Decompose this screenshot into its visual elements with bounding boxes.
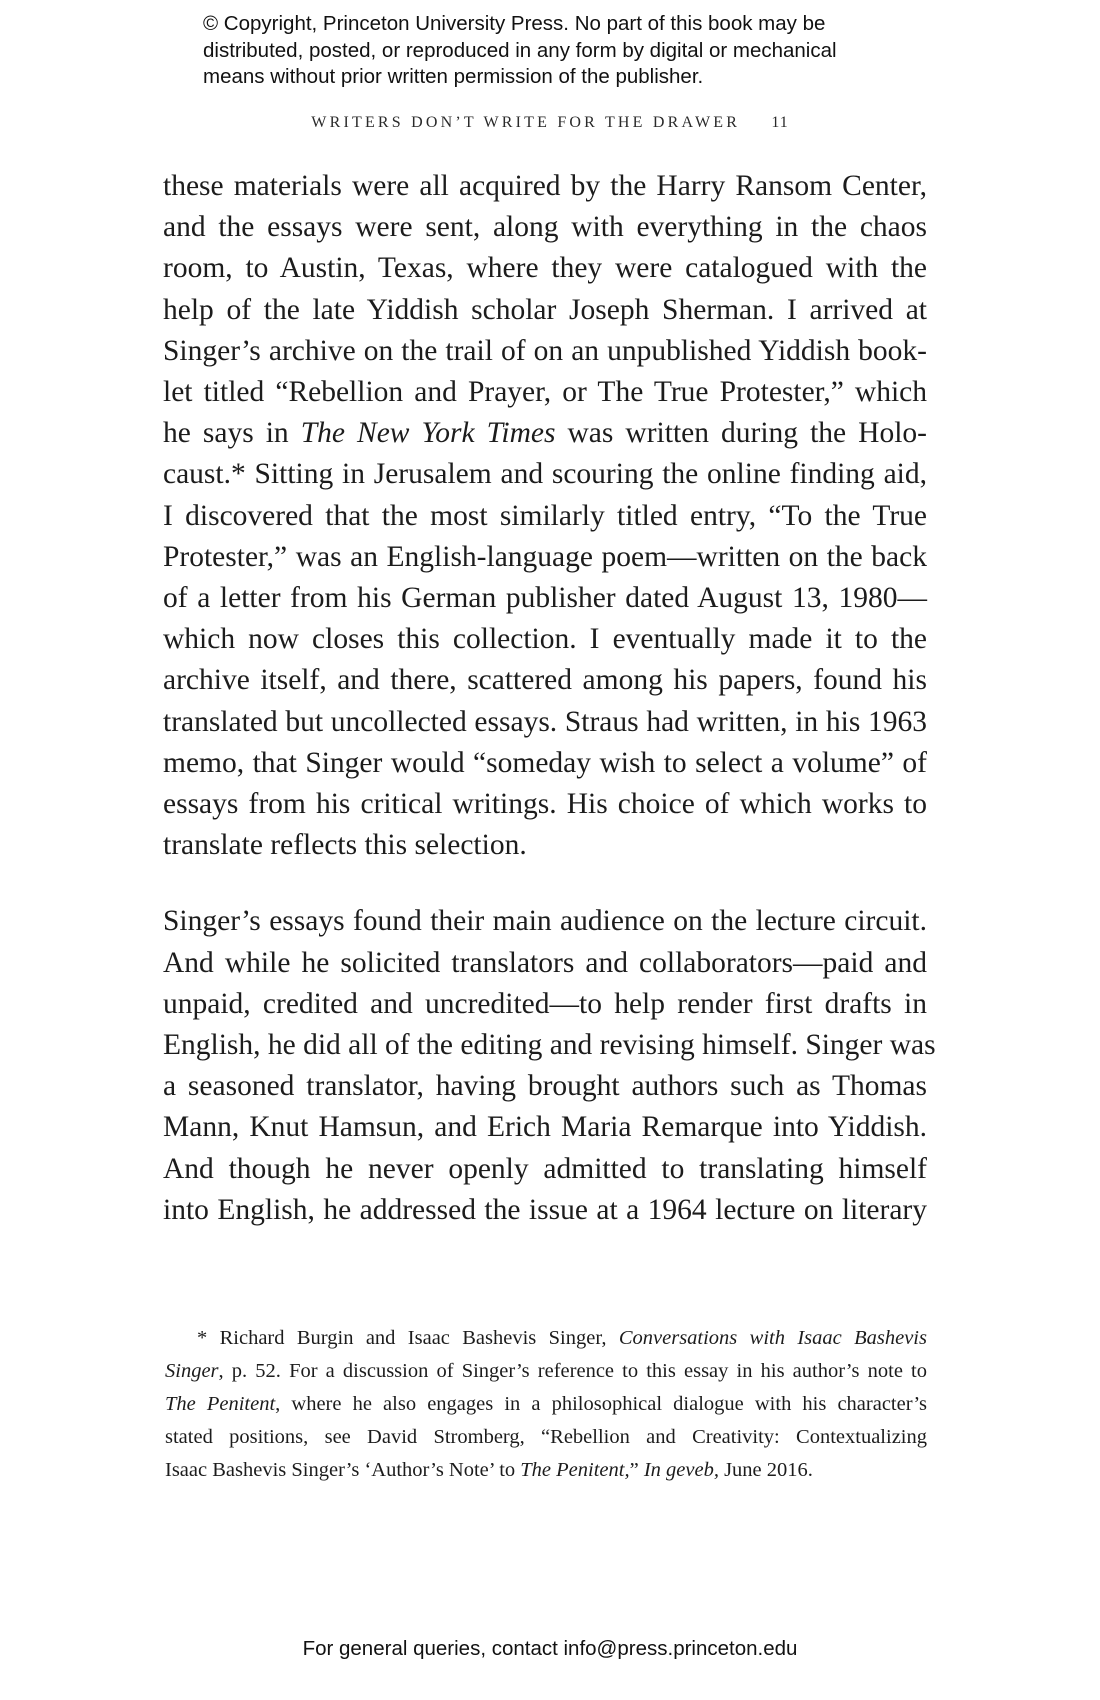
italic-book-title: Singer: [165, 1360, 219, 1382]
footnote-line: [165, 1322, 927, 1355]
text-line: of a letter from his German publisher dated August 13, 1980—: [163, 582, 927, 615]
footnote-line: [165, 1355, 927, 1388]
copyright-line: © Copyright, Princeton University Press. No part of this book may be: [203, 12, 826, 35]
paragraph-1: [163, 166, 927, 866]
text-line: unpaid, credited and uncredited—to help render first drafts in: [163, 987, 927, 1020]
running-head-title: WRITERS DON’T WRITE FOR THE DRAWER: [311, 114, 741, 131]
footnote-line: stated positions, see David Stromberg, “Rebellion and Creativity: Contextualizing: [165, 1426, 927, 1448]
text-line: into English, he addressed the issue at a 1964 lecture on literary: [163, 1193, 927, 1226]
text-line: Mann, Knut Hamsun, and Erich Maria Remarque into Yiddish.: [163, 1111, 927, 1144]
text-line: let titled “Rebellion and Prayer, or The True Protester,” which: [163, 376, 927, 409]
copyright-notice: [203, 11, 963, 91]
body-text: [163, 166, 936, 1231]
copyright-line: means without prior written permission of the publisher.: [203, 65, 704, 88]
text-line: room, to Austin, Texas, where they were catalogued with the: [163, 252, 927, 285]
text-run: was written during the Holo-: [555, 417, 928, 450]
text-line: help of the late Yiddish scholar Joseph Sherman. I arrived at: [163, 293, 927, 326]
italic-journal-title: In geveb,: [643, 1459, 719, 1481]
text-run: Isaac Bashevis Singer’s ‘Author’s Note’ to: [165, 1459, 521, 1481]
text-line: a seasoned translator, having brought authors such as Thomas: [163, 1070, 927, 1103]
running-head: [0, 114, 1100, 132]
text-run: ”: [629, 1459, 644, 1481]
footnote-line: [165, 1388, 927, 1421]
page-number: 11: [771, 114, 789, 131]
text-line: archive itself, and there, scattered among his papers, found his: [163, 664, 927, 697]
text-line: these materials were all acquired by the Harry Ransom Center,: [163, 170, 927, 202]
text-run: June 2016.: [718, 1459, 813, 1481]
text-line: English, he did all of the editing and revising himself. Singer was: [163, 1029, 936, 1062]
footer-contact: For general queries, contact info@press.princeton.edu: [302, 1637, 798, 1660]
footnote: [165, 1322, 927, 1487]
italic-title-new-york-times: The New York Times: [300, 417, 556, 450]
text-line: translated but uncollected essays. Straus had written, in his 1963: [163, 705, 927, 738]
text-line: which now closes this collection. I eventually made it to the: [163, 623, 927, 656]
text-line: Singer’s essays found their main audience on the lecture circuit.: [163, 905, 927, 938]
text-line: And though he never openly admitted to translating himself: [163, 1152, 927, 1185]
italic-book-title: The Penitent,: [520, 1459, 630, 1481]
text-line: Protester,” was an English-language poem—written on the back: [163, 540, 927, 573]
italic-book-title: Conversations with Isaac Bashevis: [618, 1327, 927, 1349]
text-run: * Richard Burgin and Isaac Bashevis Singer,: [197, 1327, 619, 1349]
text-line: I discovered that the most similarly titled entry, “To the True: [163, 499, 927, 532]
text-run: , p. 52. For a discussion of Singer’s reference to this essay in his author’s note to: [218, 1360, 927, 1382]
copyright-line: distributed, posted, or reproduced in any form by digital or mechanical: [203, 38, 837, 62]
paragraph-2: [163, 901, 936, 1231]
text-run: , where he also engages in a philosophical dialogue with his character’s: [275, 1393, 927, 1415]
text-line: And while he solicited translators and collaborators—paid and: [163, 946, 927, 979]
text-line: translate reflects this selection.: [163, 829, 527, 862]
text-line: caust.* Sitting in Jerusalem and scouring the online finding aid,: [163, 458, 927, 491]
italic-book-title: The Penitent: [165, 1393, 276, 1415]
footnote-line: [165, 1454, 927, 1487]
text-line: memo, that Singer would “someday wish to select a volume” of: [163, 746, 927, 779]
text-run: he says in: [163, 417, 301, 450]
text-line: [163, 413, 927, 454]
text-line: essays from his critical writings. His choice of which works to: [163, 788, 927, 821]
text-line: and the essays were sent, along with everything in the chaos: [163, 211, 927, 244]
text-line: Singer’s archive on the trail of on an unpublished Yiddish book-: [163, 334, 927, 367]
